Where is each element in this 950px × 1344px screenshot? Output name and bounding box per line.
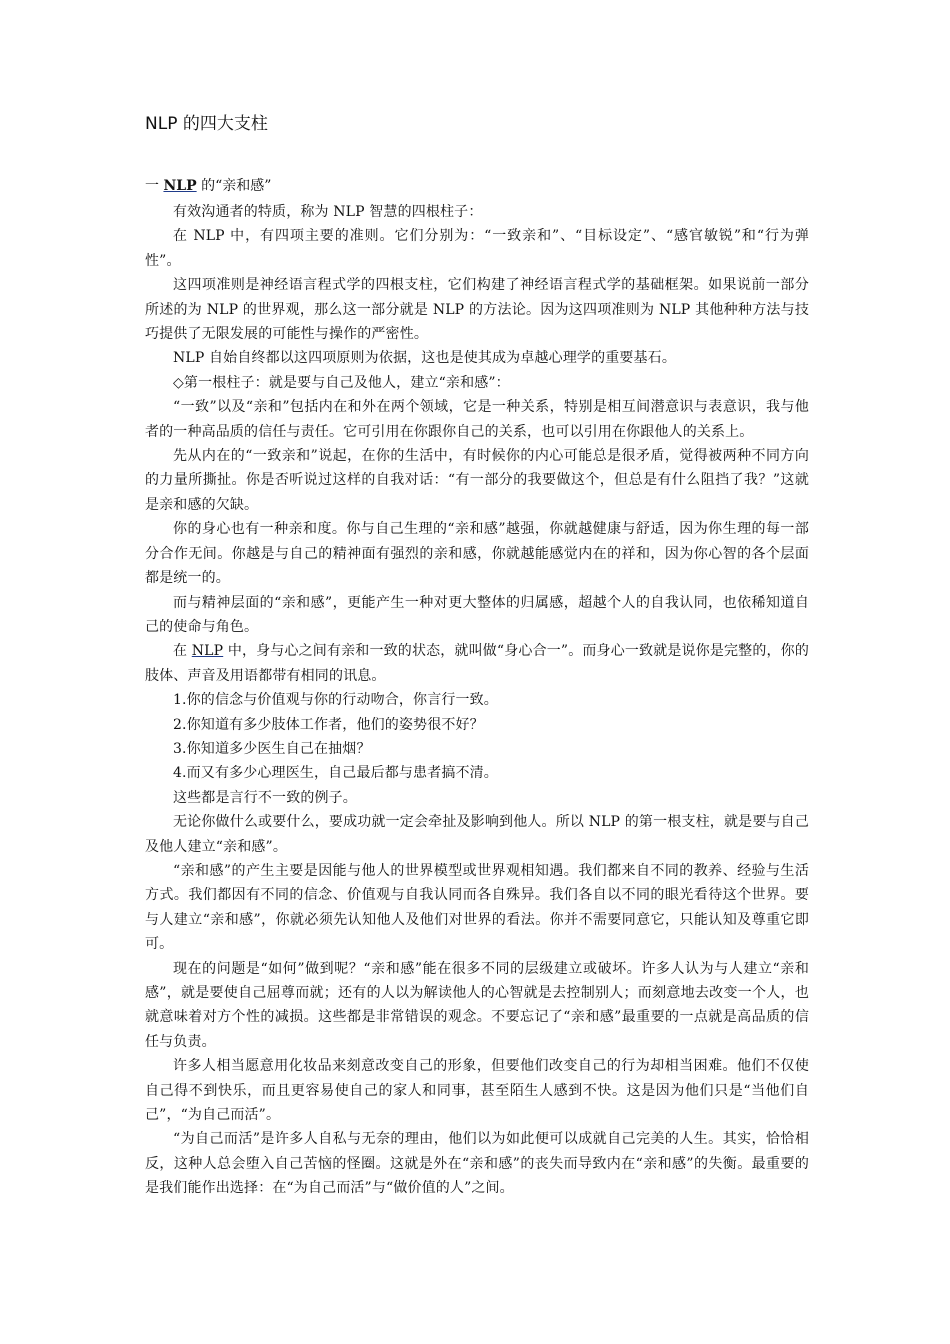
nlp-link[interactable]: NLP xyxy=(163,178,197,194)
para-text: 在 xyxy=(173,643,192,660)
paragraph: 无论你做什么或要什么，要成功就一定会牵扯及影响到他人。所以 NLP 的第一根支柱，就是要与自己及他人建立“亲和感”。 xyxy=(145,814,809,855)
paragraph: 现在的问题是“如何”做到呢？“亲和感”能在很多不同的层级建立或破坏。许多人认为与人建立“亲和感”，就是要使自己屈尊而就；还有的人以为解读他人的心智就是去控制别人；而刻意地去改变一个人，也就意味着对方个性的减损。这些都是非常错误的观念。不要忘记了“亲和感”最重要的一点就是高品质的信任与负责。 xyxy=(145,960,809,1050)
section-suffix: 的“亲和感” xyxy=(196,178,272,194)
document-page xyxy=(145,112,809,1201)
paragraph: 在 NLP 中，有四项主要的准则。它们分别为：“一致亲和”、“目标设定”、“感官敏锐”和“行为弹性”。 xyxy=(145,228,809,269)
nlp-inline-link[interactable]: NLP xyxy=(191,643,224,660)
paragraph: 这些都是言行不一致的例子。 xyxy=(173,789,357,806)
list-item: 2.你知道有多少肢体工作者，他们的姿势很不好？ xyxy=(173,716,484,733)
section-prefix: 一 xyxy=(145,178,164,194)
paragraph-with-link xyxy=(145,639,809,688)
paragraph: NLP 自始自终都以这四项原则为依据，这也是使其成为卓越心理学的重要基石。 xyxy=(173,350,676,367)
list-item: 3.你知道多少医生自己在抽烟？ xyxy=(173,740,371,757)
section-heading xyxy=(145,176,809,196)
list-item: 1.你的信念与价值观与你的行动吻合，你言行一致。 xyxy=(173,692,498,709)
list-item: 4.而又有多少心理医生，自己最后都与患者搞不清。 xyxy=(173,765,498,782)
document-title: NLP 的四大支柱 xyxy=(145,114,268,134)
paragraph: 有效沟通者的特质，称为 NLP 智慧的四根柱子： xyxy=(173,204,483,220)
para-text: 中，身与心之间有亲和一致的状态，就叫做“身心合一”。而身心一致就是说你是完整的，你的肢体、声音及用语都带有相同的讯息。 xyxy=(145,643,809,684)
paragraph: ◇第一根柱子：就是要与自己及他人，建立“亲和感”： xyxy=(173,374,510,391)
paragraph: “亲和感”的产生主要是因能与他人的世界模型或世界观相知遇。我们都来自不同的教养、经验与生活方式。我们都因有不同的信念、价值观与自我认同而各自殊异。我们各自以不同的眼光看待这个世界。要与人建立“亲和感”，你就必须先认知他人及他们对世界的看法。你并不需要同意它，只能认知及尊重它即可。 xyxy=(145,862,809,953)
paragraph: “为自己而活”是许多人自私与无奈的理由，他们以为如此便可以成就自己完美的人生。其实，恰恰相反，这种人总会堕入自己苦恼的怪圈。这就是外在“亲和感”的丧失而导致内在“亲和感”的失衡。最重要的是我们能作出选择：在“为自己而活”与“做价值的人”之间。 xyxy=(145,1131,809,1197)
paragraph: 而与精神层面的“亲和感”，更能产生一种对更大整体的归属感，超越个人的自我认同，也依稀知道自己的使命与角色。 xyxy=(145,594,809,635)
paragraph: 先从内在的“一致亲和”说起，在你的生活中，有时候你的内心可能总是很矛盾，觉得被两种不同方向的力量所撕扯。你是否听说过这样的自我对话：“有一部分的我要做这个，但总是有什么阻挡了我？”这就是亲和感的欠缺。 xyxy=(145,448,809,513)
paragraph: “一致”以及“亲和”包括内在和外在两个领域，它是一种关系，特别是相互间潜意识与表意识，我与他者的一种高品质的信任与责任。它可引用在你跟你自己的关系，也可以引用在你跟他人的关系上。 xyxy=(145,399,809,440)
paragraph: 你的身心也有一种亲和度。你与自己生理的“亲和感”越强，你就越健康与舒适，因为你生理的每一部分合作无间。你越是与自己的精神面有强烈的亲和感，你就越能感觉内在的祥和，因为你心智的各个层面都是统一的。 xyxy=(145,521,809,587)
paragraph: 许多人相当愿意用化妆品来刻意改变自己的形象，但要他们改变自己的行为却相当困难。他们不仅使自己得不到快乐，而且更容易使自己的家人和同事，甚至陌生人感到不快。这是因为他们只是“当他们自己”，“为自己而活”。 xyxy=(145,1058,809,1124)
paragraph: 这四项准则是神经语言程式学的四根支柱，它们构建了神经语言程式学的基础框架。如果说前一部分所述的为 NLP 的世界观，那么这一部分就是 NLP 的方法论。因为这四项准则为 NLP 其他种种方法与技巧提供了无限发展的可能性与操作的严密性。 xyxy=(145,277,809,343)
